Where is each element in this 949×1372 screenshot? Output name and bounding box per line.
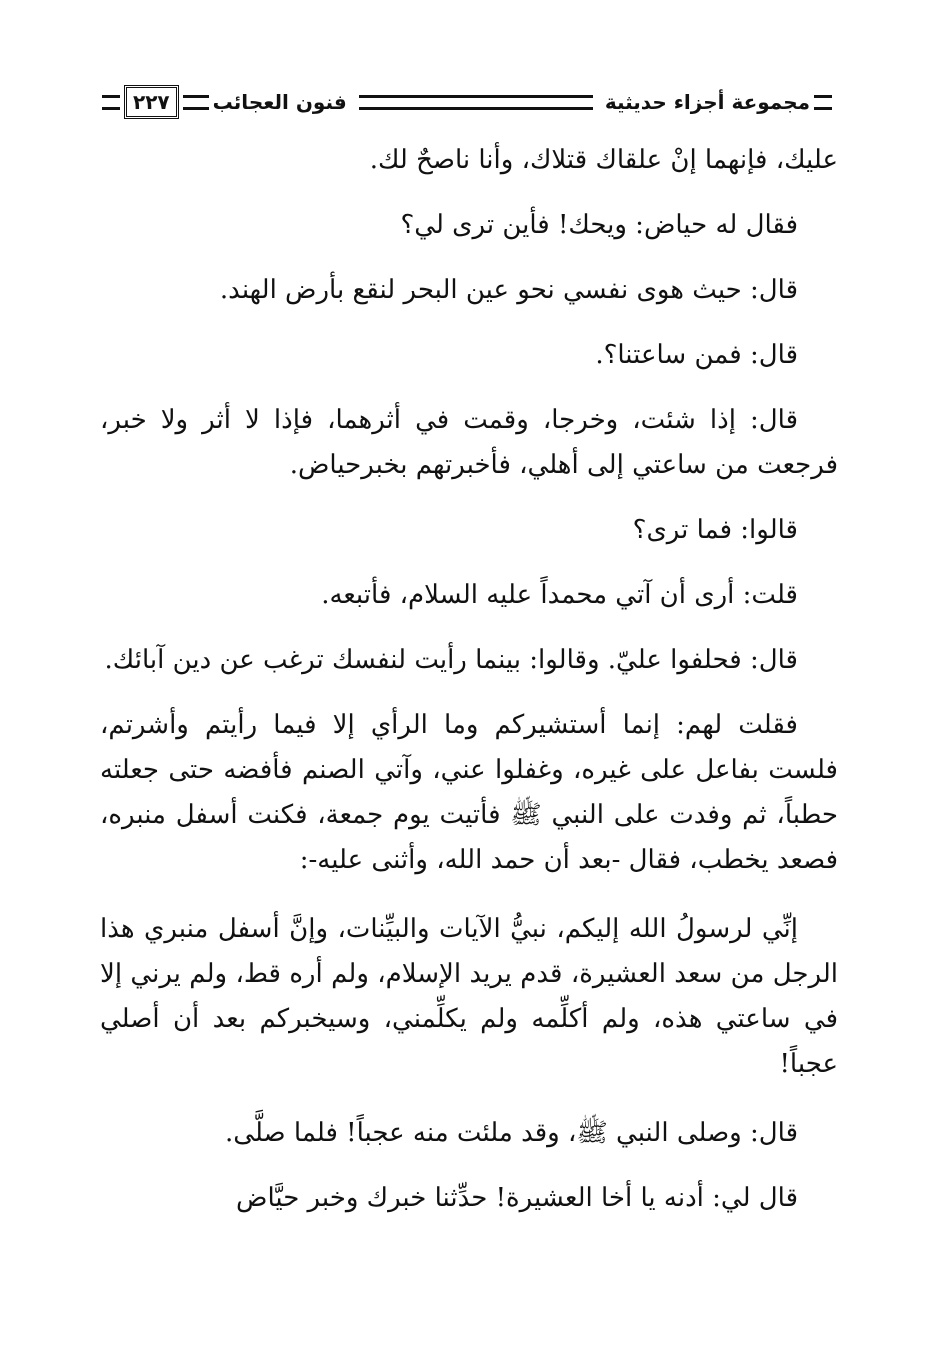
main-text bbox=[100, 138, 838, 1241]
paragraph: قال: فحلفوا عليّ. وقالوا: بينما رأيت لنفسك ترغب عن دين آبائك. bbox=[104, 645, 798, 675]
paragraph: فقلت لهم: إنما أستشيركم وما الرأي إلا فيما رأيتم وأشرتم، فلست بفاعل على غيره، وغفلوا عني، وآتي الصنم فأفضه حتى جعلته حطباً، ثم وفدت على النبي ﷺ فأتيت يوم جمعة، فكنت أسفل منبره، فصعد يخطب، فقال -بعد أن حمد الله، وأثنى عليه-: bbox=[100, 710, 838, 875]
paragraph: عليك، فإنهما إنْ علقاك قتلاك، وأنا ناصحٌ لك. bbox=[369, 145, 838, 175]
book-title: مجموعة أجزاء حديثية bbox=[604, 90, 810, 114]
header-rule-edge bbox=[102, 95, 120, 110]
running-header bbox=[96, 84, 838, 120]
paragraph: قال: إذا شئت، وخرجا، وقمت في أثرهما، فإذا لا أثر ولا خبر، فرجعت من ساعتي إلى أهلي، فأخبرتهم بخبرحياض. bbox=[100, 405, 838, 480]
header-rule-left bbox=[183, 95, 209, 110]
page-number: ٢٢٧ bbox=[124, 85, 179, 119]
paragraph: قلت: أرى أن آتي محمداً عليه السلام، فأتبعه. bbox=[321, 580, 798, 610]
paragraph: فقال له حياض: ويحك! فأين ترى لي؟ bbox=[400, 210, 798, 240]
paragraph: قالوا: فما ترى؟ bbox=[632, 515, 798, 545]
paragraph: قال لي: أدنه يا أخا العشيرة! حدِّثنا خبرك وخبر حيَّاض bbox=[236, 1183, 798, 1213]
header-rule-right bbox=[814, 95, 832, 110]
header-rule-middle bbox=[359, 95, 593, 110]
chapter-title: فنون العجائب bbox=[212, 90, 347, 114]
paragraph: قال: حيث هوى نفسي نحو عين البحر لنقع بأرض الهند. bbox=[219, 275, 798, 305]
paragraph: قال: وصلى النبي ﷺ، وقد ملئت منه عجباً! فلما صلَّى. bbox=[225, 1118, 798, 1148]
paragraph: إنِّي لرسولُ الله إليكم، نبيُّ الآيات والبيِّنات، وإنَّ أسفل منبري هذا الرجل من سعد العشيرة، قدم يريد الإسلام، ولم أره قط، ولم يرني إلا في ساعتي هذه، ولم أكلِّمه ولم يكلِّمني، وسيخبركم بعد أن أصلي عجباً! bbox=[100, 914, 838, 1079]
paragraph: قال: فمن ساعتنا؟. bbox=[595, 340, 798, 370]
